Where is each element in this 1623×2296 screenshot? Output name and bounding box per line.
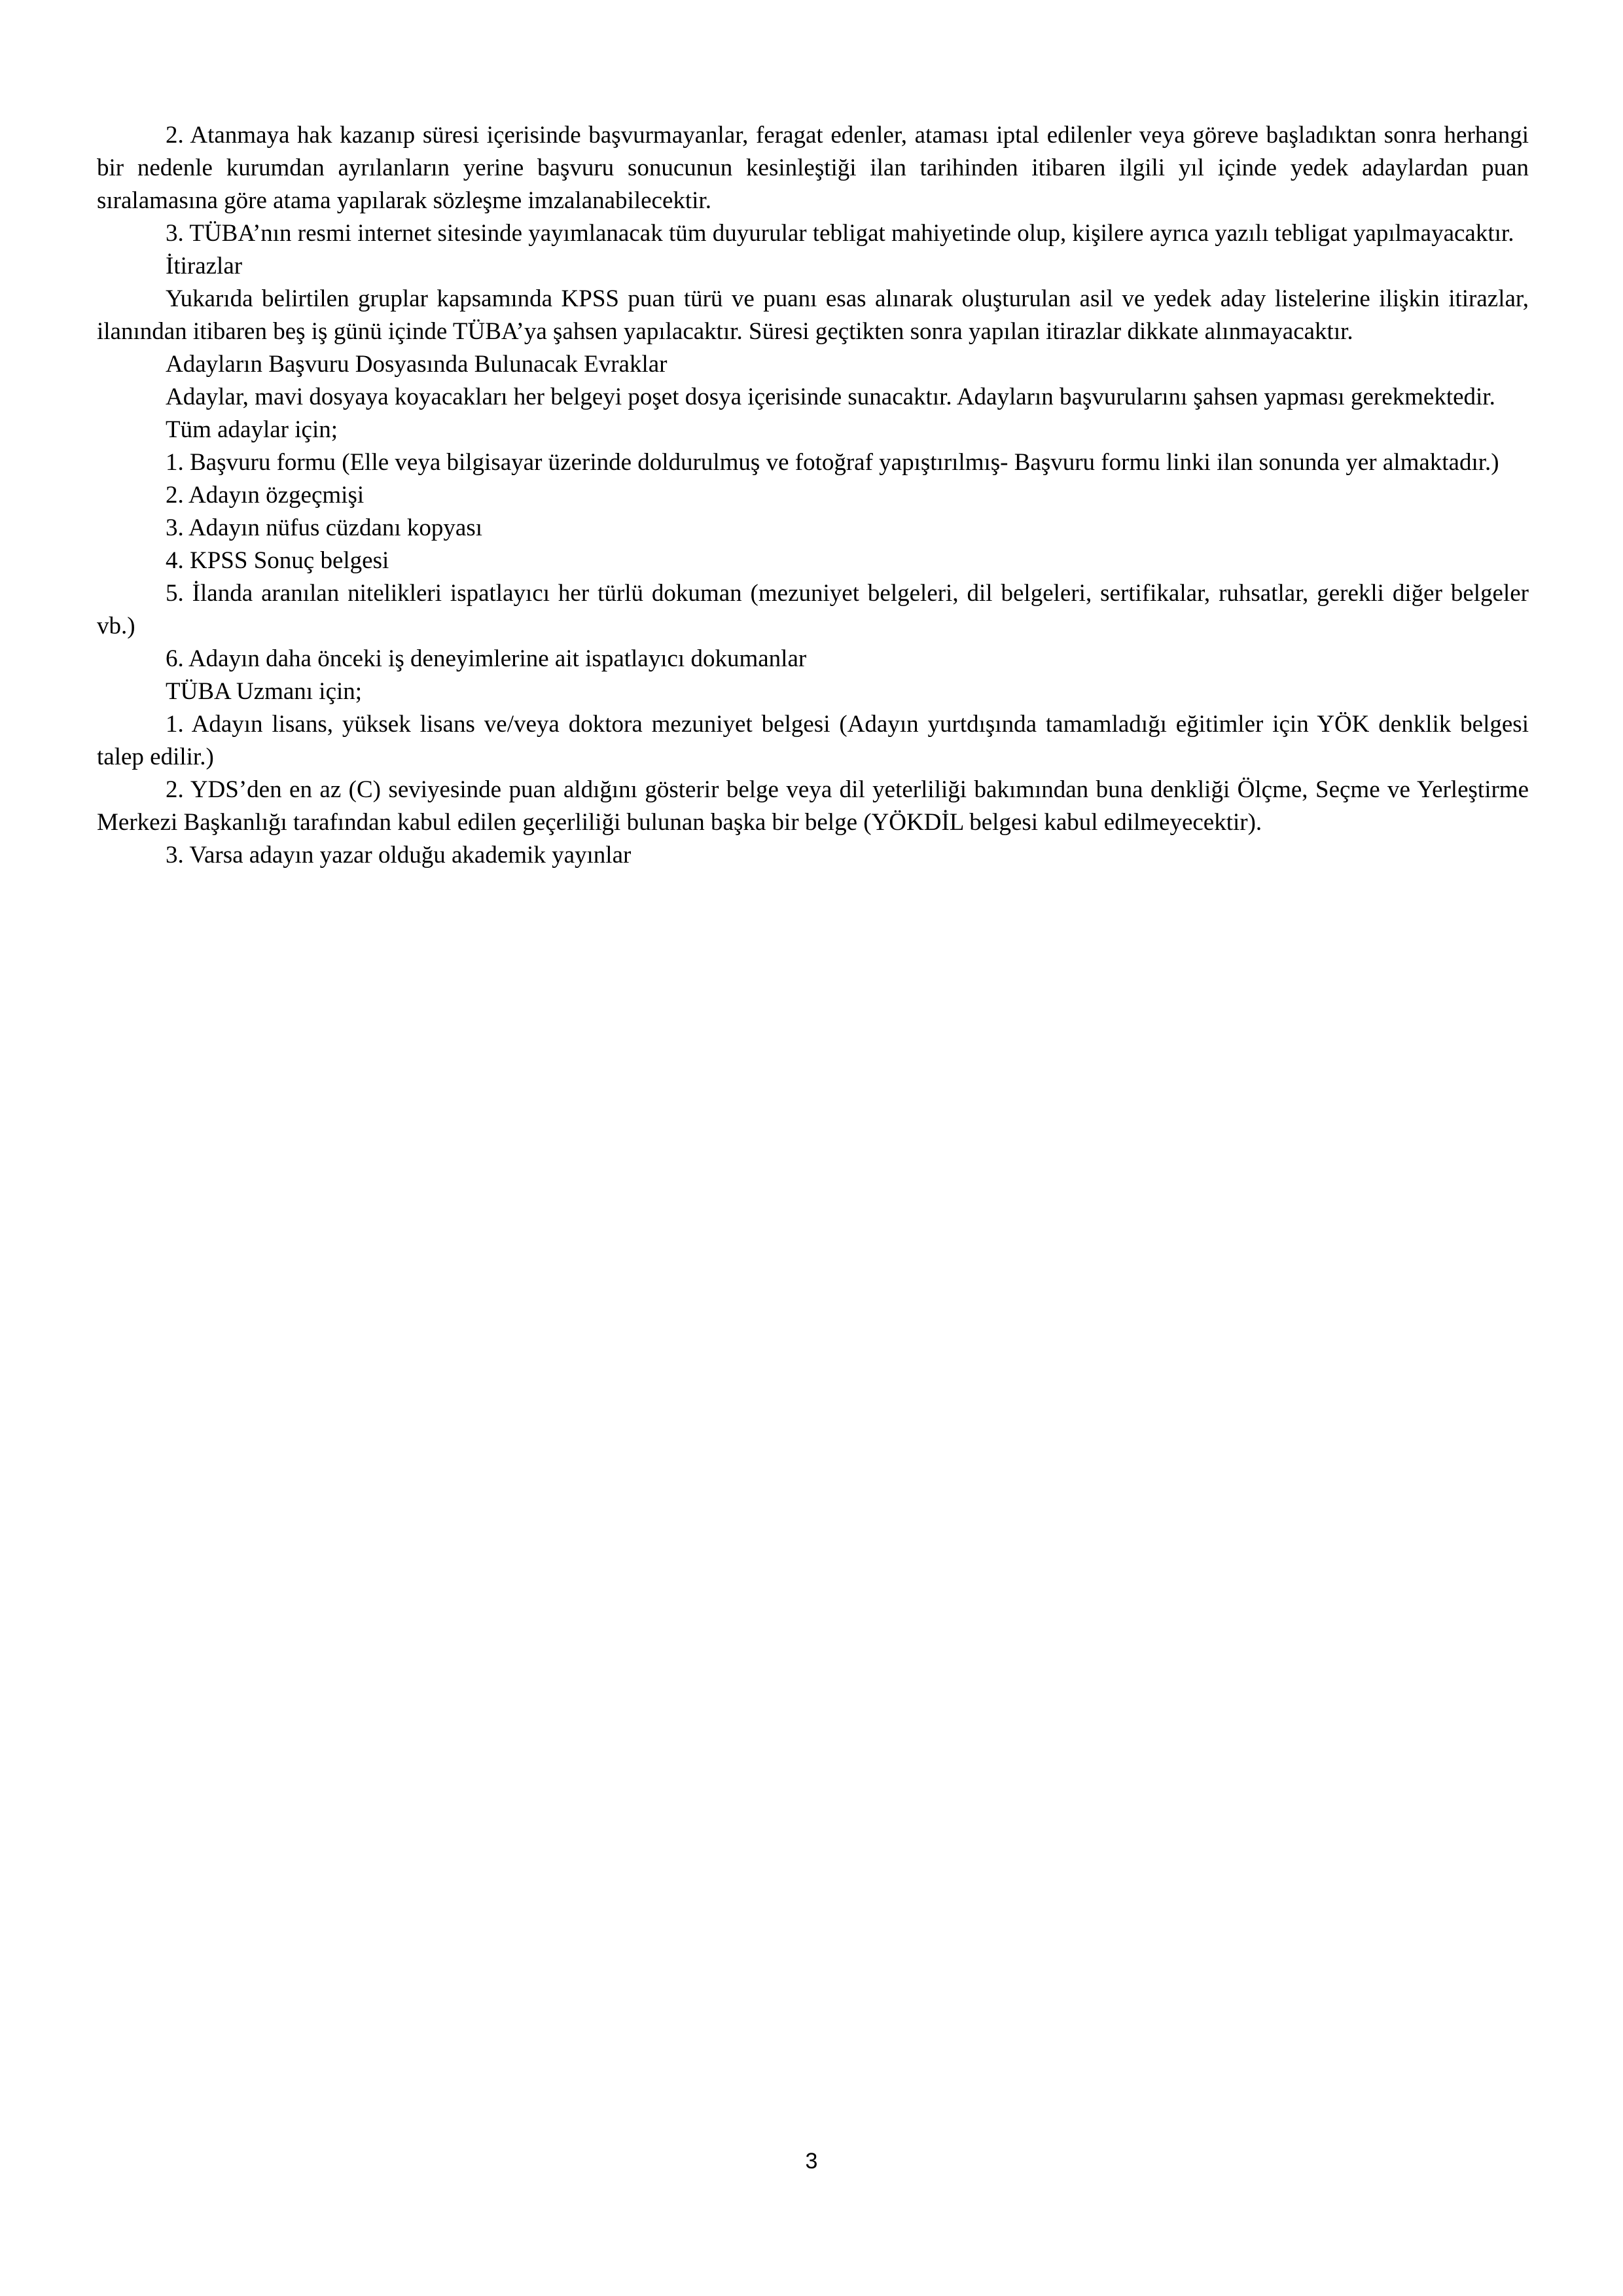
heading-tum-adaylar: Tüm adaylar için; [166,416,338,443]
list-item-document-2: 2. Adayın özgeçmişi [166,482,365,509]
list-item-document-5: 5. İlanda aranılan nitelikleri ispatlayıcı her türlü dokuman (mezuniyet belgeleri, dil belgeleri, sertifikalar, ruhsatlar, gerekli diğer belgeler vb.) [97,580,1529,639]
paragraph-item-3: 3. TÜBA’nın resmi internet sitesinde yayımlanacak tüm duyurular tebligat mahiyetinde olup, kişilere ayrıca yazılı tebligat yapılmayacaktır. [166,220,1514,247]
paragraph-evraklar-body: Adaylar, mavi dosyaya koyacakları her belgeyi poşet dosya içerisinde sunacaktır. Adayların başvurularını şahsen yapması gerekmektedir. [166,384,1495,410]
page-number: 3 [805,2149,818,2174]
list-item-uzman-3: 3. Varsa adayın yazar olduğu akademik yayınlar [166,842,632,869]
heading-basvuru-evraklari: Adayların Başvuru Dosyasında Bulunacak Evraklar [166,351,668,378]
paragraph-item-2: 2. Atanmaya hak kazanıp süresi içerisinde başvurmayanlar, feragat edenler, ataması iptal edilenler veya göreve başladıktan sonra herhangi bir nedenle kurumdan ayrılanların yerine başvuru sonucunun kesinleştiği ilan tarihinden itibaren ilgili yıl içinde yedek adaylardan puan sıralamasına göre atama yapılarak sözleşme imzalanabilecektir. [97,122,1529,214]
list-item-uzman-1: 1. Adayın lisans, yüksek lisans ve/veya doktora mezuniyet belgesi (Adayın yurtdışında tamamladığı eğitimler için YÖK denklik belgesi talep edilir.) [97,711,1529,770]
list-item-uzman-2: 2. YDS’den en az (C) seviyesinde puan aldığını gösterir belge veya dil yeterliliği bakımından buna denkliği Ölçme, Seçme ve Yerleştirme Merkezi Başkanlığı tarafından kabul edilen geçerliliği bulunan başka bir belge (YÖKDİL belgesi kabul edilmeyecektir). [97,776,1529,836]
heading-tuba-uzmani: TÜBA Uzmanı için; [166,678,363,705]
heading-itirazlar: İtirazlar [166,253,243,279]
list-item-document-1: 1. Başvuru formu (Elle veya bilgisayar üzerinde doldurulmuş ve fotoğraf yapıştırılmış- Başvuru formu linki ilan sonunda yer almaktadır.) [166,449,1499,476]
list-item-document-6: 6. Adayın daha önceki iş deneyimlerine ait ispatlayıcı dokumanlar [166,645,807,672]
list-item-document-4: 4. KPSS Sonuç belgesi [166,547,389,574]
document-body [97,119,1529,872]
paragraph-itirazlar-body: Yukarıda belirtilen gruplar kapsamında KPSS puan türü ve puanı esas alınarak oluşturulan asil ve yedek aday listelerine ilişkin itirazlar, ilanından itibaren beş iş günü içinde TÜBA’ya şahsen yapılacaktır. Süresi geçtikten sonra yapılan itirazlar dikkate alınmayacaktır. [97,285,1529,345]
list-item-document-3: 3. Adayın nüfus cüzdanı kopyası [166,514,482,541]
